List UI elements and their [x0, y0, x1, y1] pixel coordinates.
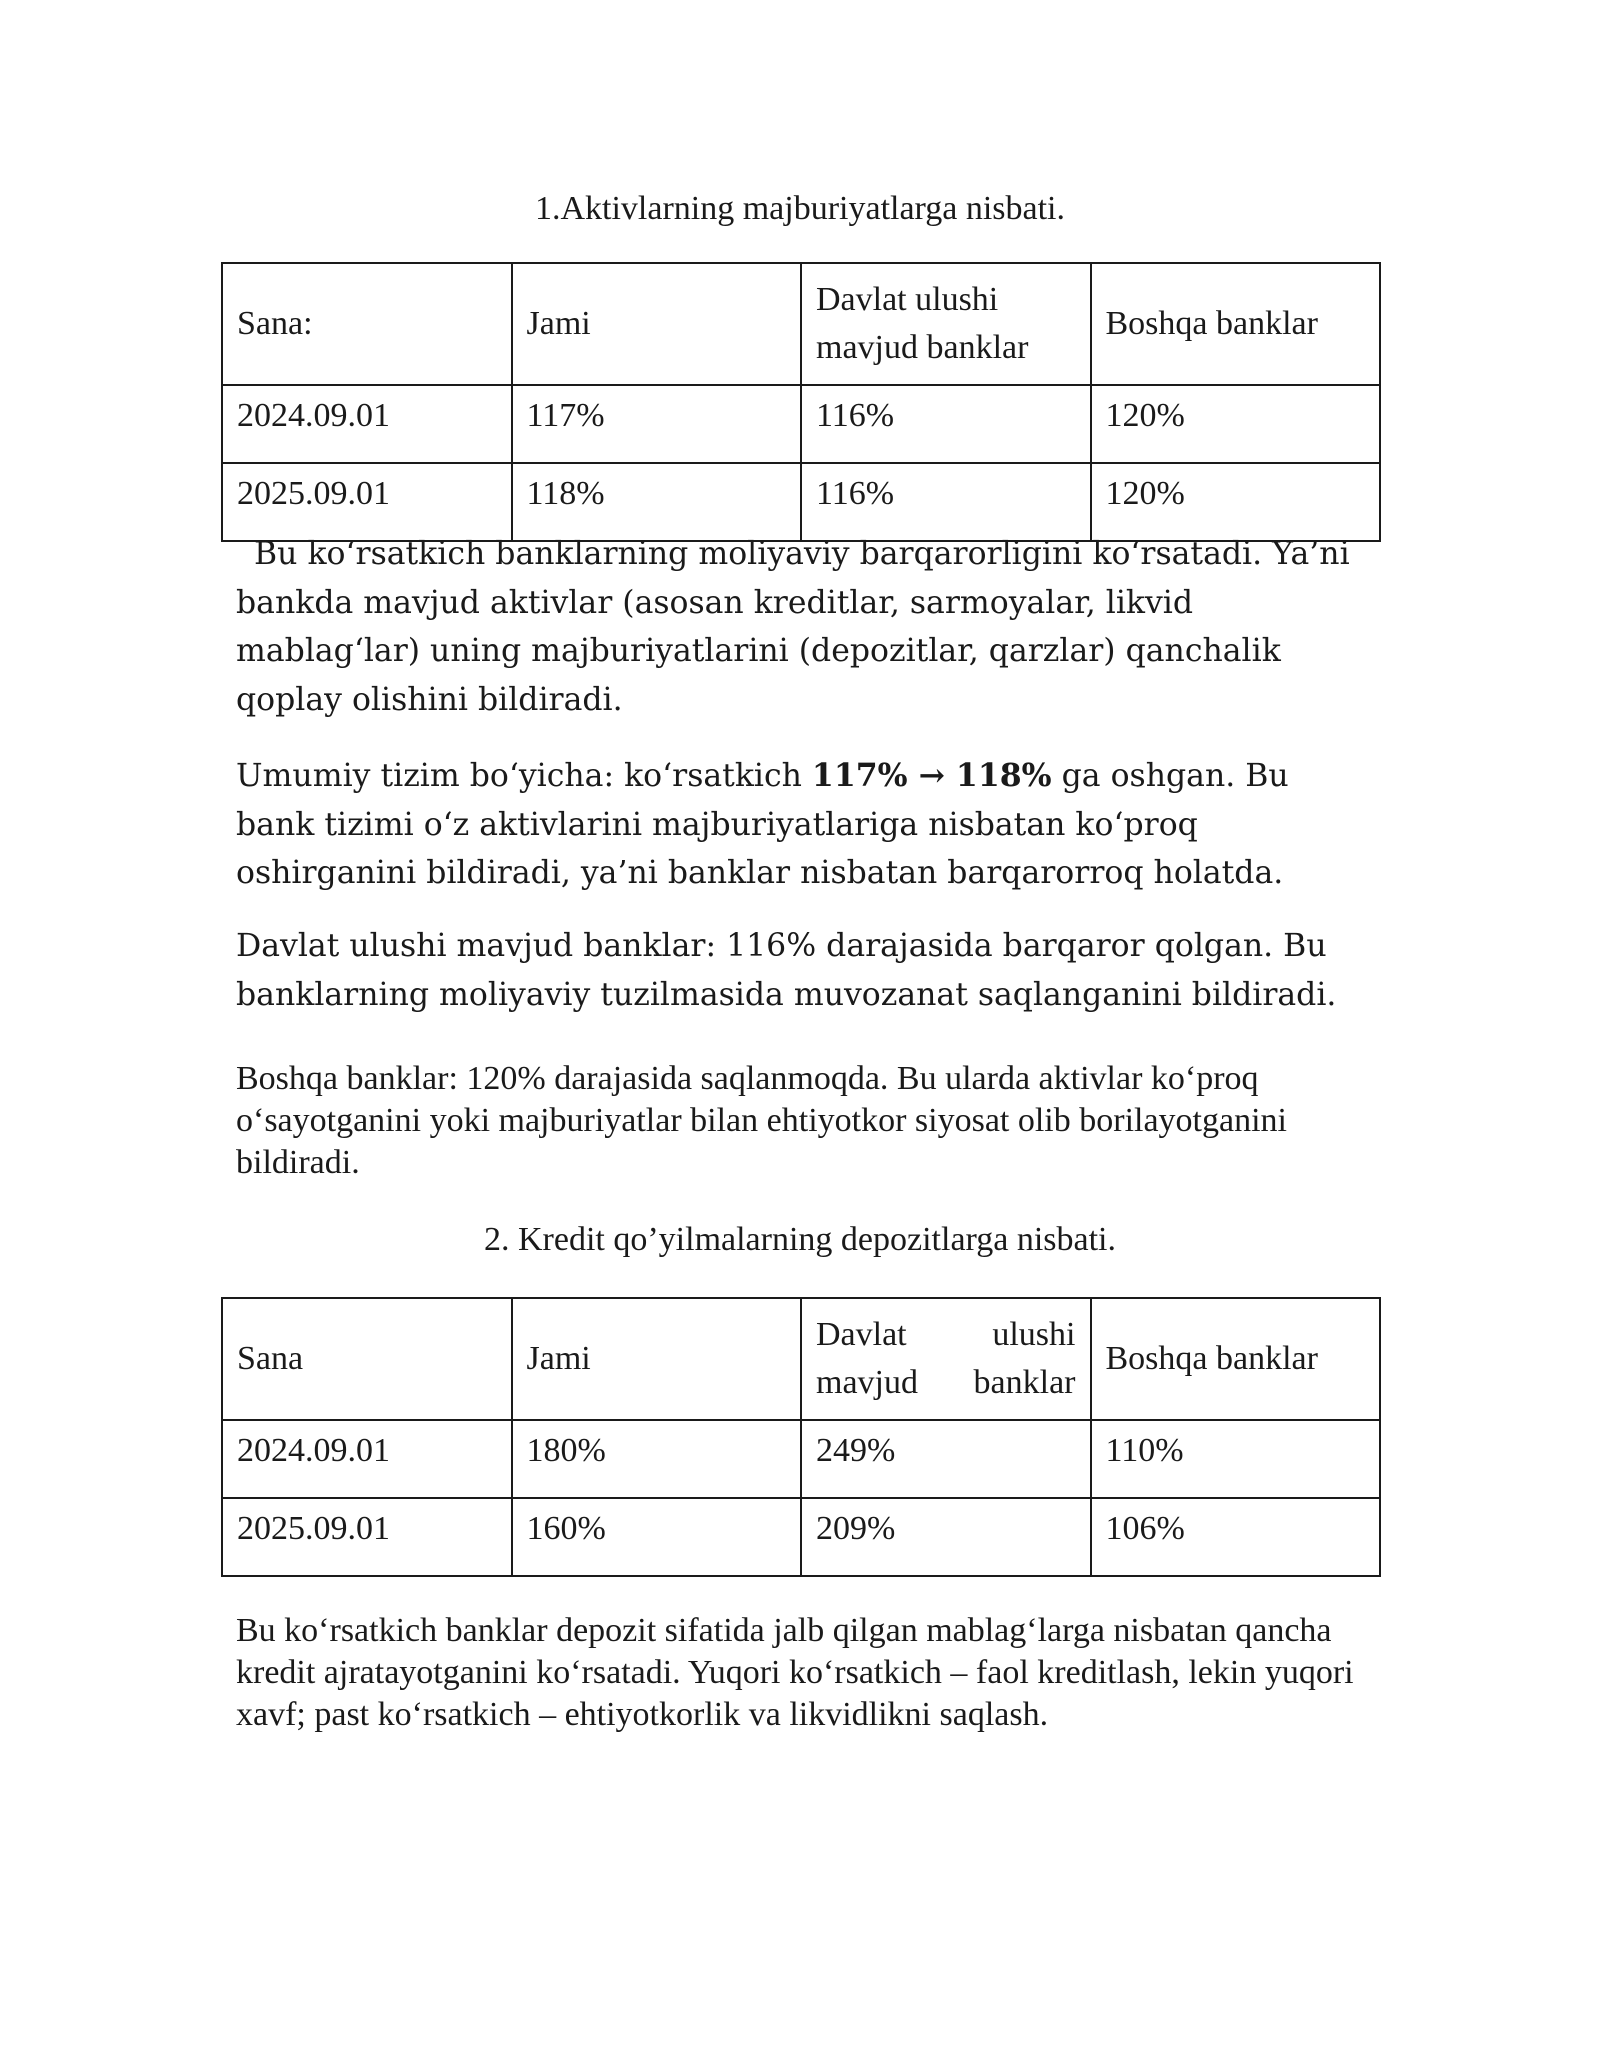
- para-highlight: 117% → 118%: [811, 757, 1052, 794]
- credit-deposits-table: [221, 1297, 1381, 1577]
- cell-state-banks: 209%: [801, 1498, 1091, 1576]
- header-cell-total: Jami: [512, 263, 802, 385]
- cell-date: 2024.09.01: [222, 1420, 512, 1498]
- header-cell-state-banks: Davlat ulushi mavjud banklar: [801, 1298, 1091, 1420]
- cell-date: 2024.09.01: [222, 385, 512, 463]
- assets-liabilities-table: [221, 262, 1381, 542]
- cell-state-banks: 249%: [801, 1420, 1091, 1498]
- cell-total: 118%: [512, 463, 802, 541]
- section-1-paragraph-4: Boshqa banklar: 120% darajasida saqlanmoqda. Bu ularda aktivlar koʻproq oʻsayotganini yoki majburiyatlar bilan ehtiyotkor siyosat olib borilayotganini bildiradi.: [236, 1060, 1287, 1181]
- cell-other-banks: 120%: [1091, 385, 1381, 463]
- section-1-title: 1.Aktivlarning majburiyatlarga nisbati.: [534, 190, 1066, 227]
- section-2-title: 2. Kredit qo’yilmalarning depozitlarga nisbati.: [484, 1221, 1116, 1258]
- cell-other-banks: 110%: [1091, 1420, 1381, 1498]
- header-cell-state-banks: Davlat ulushi mavjud banklar: [801, 263, 1091, 385]
- cell-other-banks: 120%: [1091, 463, 1381, 541]
- cell-date: 2025.09.01: [222, 1498, 512, 1576]
- table-header-row: [222, 1298, 1380, 1420]
- cell-total: 160%: [512, 1498, 802, 1576]
- header-cell-date: Sana:: [222, 263, 512, 385]
- para-text: ga oshgan. Bu bank tizimi oʻz aktivlarini majburiyatlariga nisbatan koʻproq oshirganini bildiradi, ya’ni banklar nisbatan barqarorroq holatda.: [236, 758, 1289, 891]
- cell-state-banks: 116%: [801, 463, 1091, 541]
- header-cell-other-banks: Boshqa banklar: [1091, 1298, 1381, 1420]
- section-1-paragraph-1: Bu koʻrsatkich banklarning moliyaviy barqarorligini koʻrsatadi. Ya’ni bankda mavjud aktivlar (asosan kreditlar, sarmoyalar, likvid mablagʻlar) uning majburiyatlarini (depozitlar, qarzlar) qanchalik qoplay olishini bildiradi.: [236, 536, 1350, 718]
- table-header-row: [222, 263, 1380, 385]
- cell-date: 2025.09.01: [222, 463, 512, 541]
- table-row: [222, 1498, 1380, 1576]
- section-1-paragraph-2: [236, 752, 1366, 898]
- table-row: [222, 385, 1380, 463]
- para-text: Umumiy tizim boʻyicha: koʻrsatkich: [236, 758, 812, 794]
- section-2-paragraph-1: Bu koʻrsatkich banklar depozit sifatida jalb qilgan mablagʻlarga nisbatan qancha kredit ajratayotganini koʻrsatadi. Yuqori koʻrsatkich – faol kreditlash, lekin yuqori xavf; past koʻrsatkich – ehtiyotkorlik va likvidlikni saqlash.: [236, 1612, 1354, 1733]
- section-1-paragraph-3: Davlat ulushi mavjud banklar: 116% darajasida barqaror qolgan. Bu banklarning moliyaviy tuzilmasida muvozanat saqlanganini bildiradi.: [236, 928, 1337, 1013]
- cell-state-banks: 116%: [801, 385, 1091, 463]
- cell-total: 117%: [512, 385, 802, 463]
- header-cell-total: Jami: [512, 1298, 802, 1420]
- cell-other-banks: 106%: [1091, 1498, 1381, 1576]
- cell-total: 180%: [512, 1420, 802, 1498]
- header-cell-other-banks: Boshqa banklar: [1091, 263, 1381, 385]
- header-cell-date: Sana: [222, 1298, 512, 1420]
- table-row: [222, 1420, 1380, 1498]
